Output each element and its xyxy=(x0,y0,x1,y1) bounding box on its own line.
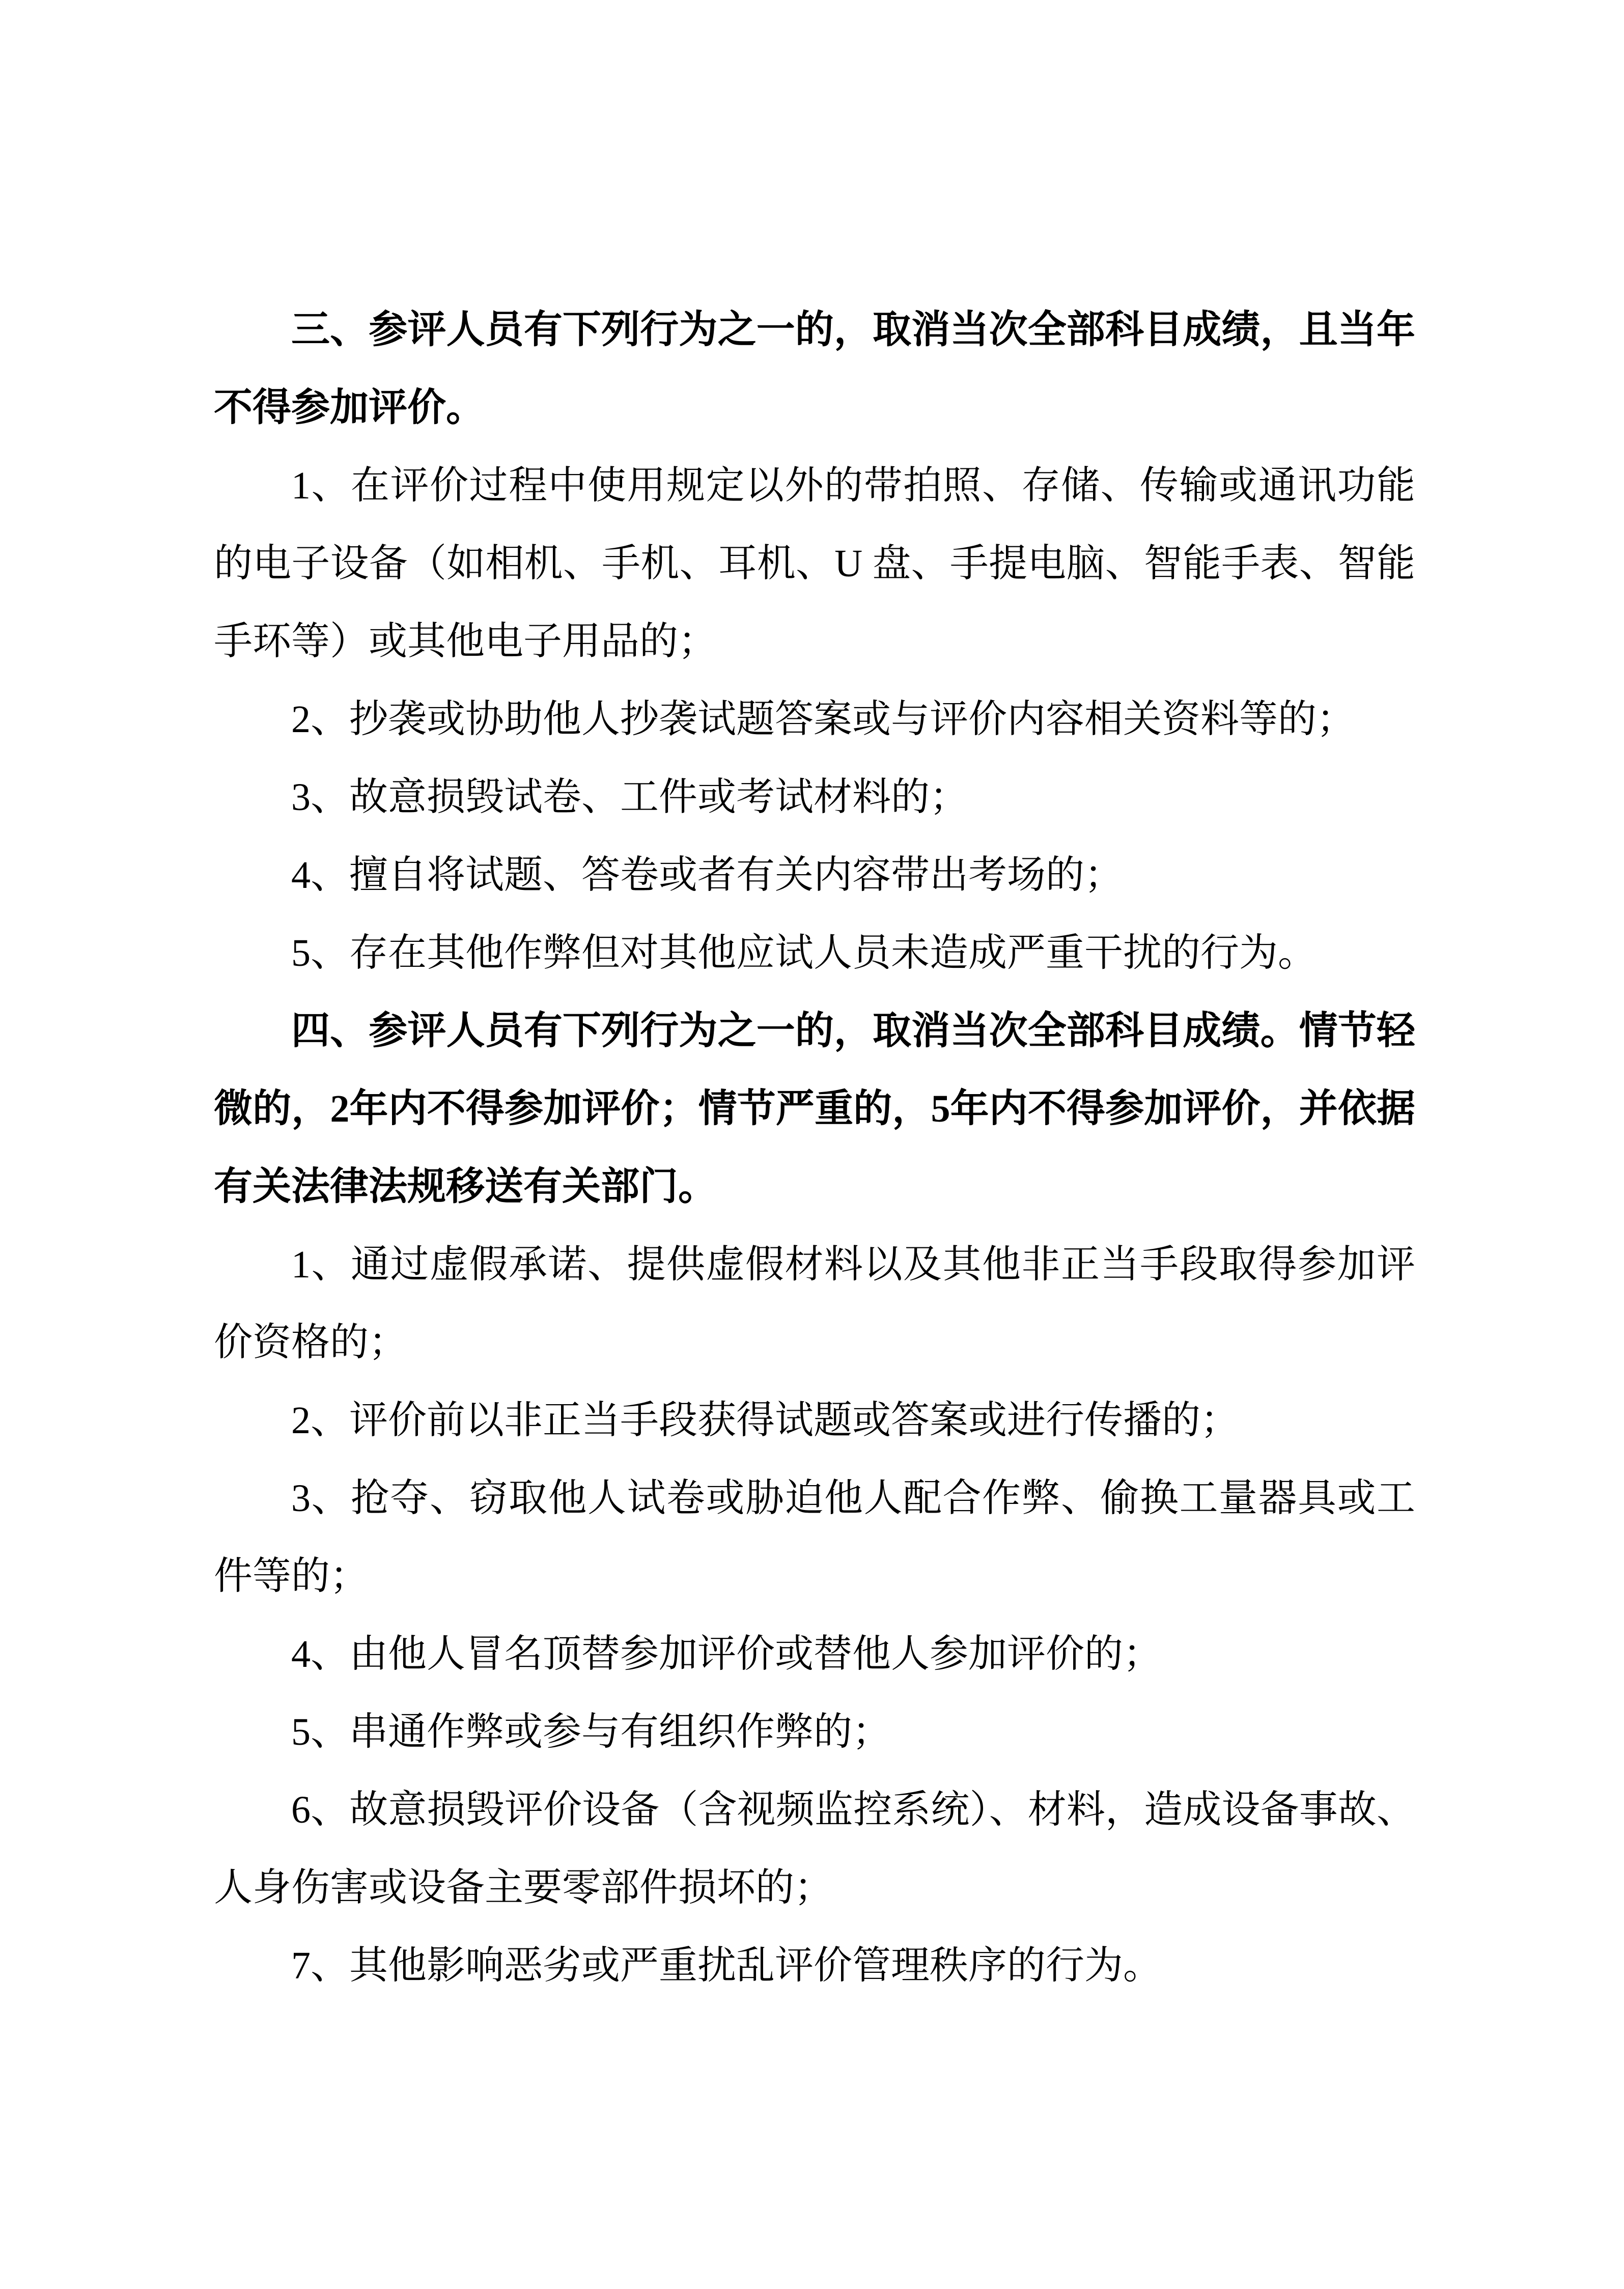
section-3-item-3: 3、故意损毁试卷、工件或考试材料的； xyxy=(291,776,968,819)
section-4-item-5: 5、串通作弊或参与有组织作弊的； xyxy=(291,1711,891,1753)
section-3-heading: 三、参评人员有下列行为之一的，取消当次全部科目成绩，且当年不得参加评价。 xyxy=(214,309,1415,429)
section-4-item-6: 6、故意损毁评价设备（含视频监控系统）、材料，造成设备事故、人身伤害或设备主要零部件损坏的； xyxy=(214,1789,1415,1909)
section-4-item-4: 4、由他人冒名顶替参加评价或替他人参加评价的； xyxy=(291,1633,1162,1676)
section-3-item-5: 5、存在其他作弊但对其他应试人员未造成严重干扰的行为。 xyxy=(291,932,1317,974)
section-3-item-4: 4、擅自将试题、答卷或者有关内容带出考场的； xyxy=(291,854,1123,897)
section-4-item-1: 1、通过虚假承诺、提供虚假材料以及其他非正当手段取得参加评价资格的； xyxy=(214,1243,1415,1364)
section-4-item-2: 2、评价前以非正当手段获得试题或答案或进行传播的； xyxy=(291,1399,1239,1442)
section-3-item-2: 2、抄袭或协助他人抄袭试题答案或与评价内容相关资料等的； xyxy=(291,698,1355,741)
section-4-item-3: 3、抢夺、窃取他人试卷或胁迫他人配合作弊、偷换工量器具或工件等的； xyxy=(214,1477,1415,1598)
section-4-item-7: 7、其他影响恶劣或严重扰乱评价管理秩序的行为。 xyxy=(291,1944,1162,1987)
section-4-heading: 四、参评人员有下列行为之一的，取消当次全部科目成绩。情节轻微的，2年内不得参加评价；情节严重的，5年内不得参加评价，并依据有关法律法规移送有关部门。 xyxy=(214,1010,1415,1208)
section-3-item-1: 1、在评价过程中使用规定以外的带拍照、存储、传输或通讯功能的电子设备（如相机、手机、耳机、U 盘、手提电脑、智能手表、智能手环等）或其他电子用品的； xyxy=(214,464,1415,663)
